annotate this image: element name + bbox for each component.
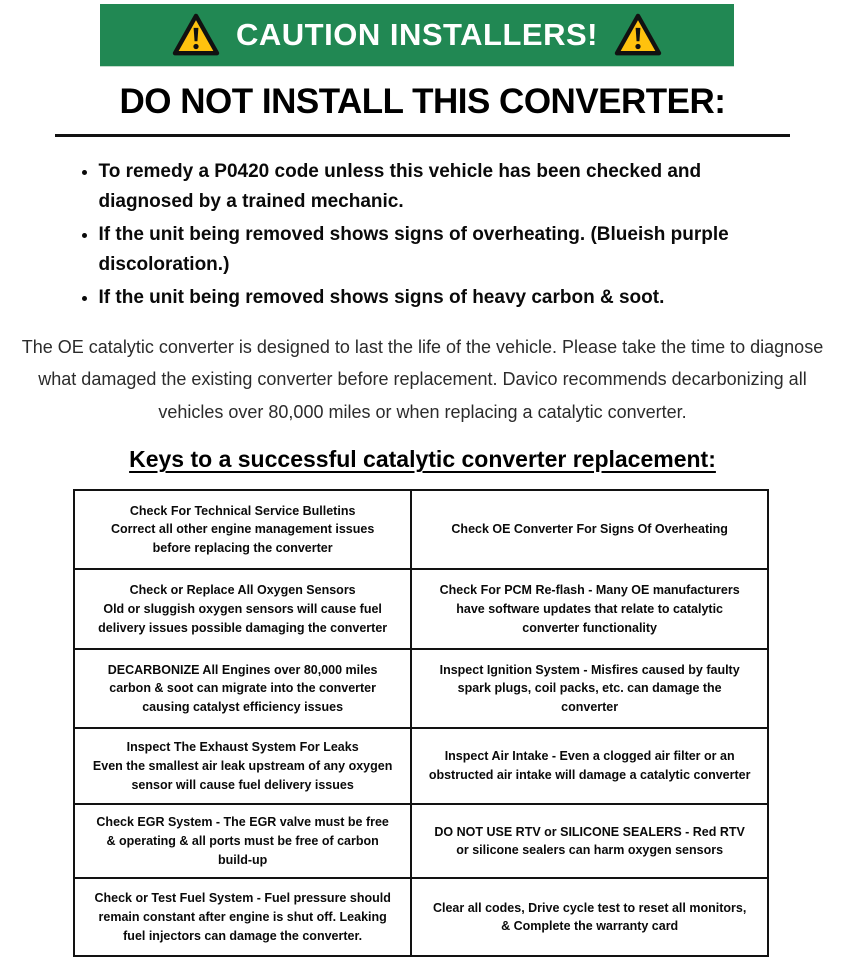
checklist-cell [74, 728, 411, 804]
checklist-cell [74, 878, 411, 956]
table-row [74, 649, 768, 728]
cell-text: Inspect The Exhaust System For Leaks [126, 740, 359, 754]
warning-triangle-icon [614, 13, 662, 57]
cell-text: DO NOT USE RTV or SILICONE SEALERS - Red RTV or silicone sealers can harm oxygen sensors [434, 824, 745, 858]
cell-text: Check For Technical Service Bulletins [129, 503, 356, 518]
cell-text: Correct all other engine management issues before replacing the converter [111, 522, 375, 555]
warning-triangle-icon [172, 13, 220, 57]
cell-text: Check EGR System - The EGR valve must be free & operating & all ports must be free of carbon build-up [96, 815, 389, 867]
checklist-cell [411, 878, 768, 956]
cell-text: Check For PCM Re-flash - Many OE manufacturers have software updates that relate to catalytic converter functionality [439, 583, 740, 635]
checklist-cell [74, 569, 411, 649]
cell-text: DECARBONIZE All Engines over 80,000 miles carbon & soot can migrate into the converter causing catalyst efficiency issues [107, 662, 378, 714]
checklist-cell [411, 728, 768, 804]
divider-line [55, 134, 790, 137]
checklist-cell [74, 490, 411, 569]
cell-text: Check or Replace All Oxygen Sensors [129, 583, 356, 597]
cell-text: Even the smallest air leak upstream of any oxygen sensor will cause fuel delivery issues [92, 758, 393, 792]
checklist-cell [74, 804, 411, 878]
table-row [74, 878, 768, 956]
table-row [74, 728, 768, 804]
table-row [74, 569, 768, 649]
checklist-cell [411, 649, 768, 728]
intro-paragraph: The OE catalytic converter is designed to last the life of the vehicle. Please take the time to diagnose what damaged the existing converter before replacement. Davico recommends decarbonizing all vehicles over 80,000 miles or when replacing a catalytic converter. [21, 336, 824, 422]
caution-banner [100, 4, 734, 66]
warning-item: • To remedy a P0420 code unless this vehicle has been checked and diagnosed by a trained mechanic. [99, 157, 771, 218]
cell-text: Check or Test Fuel System - Fuel pressure should remain constant after engine is shut off. Leaking fuel injectors can damage the converter. [94, 891, 391, 943]
checklist-cell [411, 490, 768, 569]
warning-item: • If the unit being removed shows signs of heavy carbon & soot. [99, 283, 771, 313]
warning-item: • If the unit being removed shows signs of overheating. (Blueish purple discoloration.) [99, 220, 771, 281]
keys-heading: Keys to a successful catalytic converter replacement: [129, 446, 716, 473]
cell-text: Inspect Air Intake - Even a clogged air filter or an obstructed air intake will damage a catalytic converter [428, 749, 751, 783]
warning-list [75, 157, 771, 313]
cell-text: Inspect Ignition System - Misfires caused by faulty spark plugs, coil packs, etc. can damage the converter [439, 662, 740, 714]
banner-title: CAUTION INSTALLERS! [236, 17, 598, 52]
checklist-cell [74, 649, 411, 728]
cell-text: Clear all codes, Drive cycle test to reset all monitors, & Complete the warranty card [432, 900, 747, 934]
checklist-cell [411, 804, 768, 878]
cell-text: Check OE Converter For Signs Of Overheating [451, 522, 728, 537]
checklist-cell [411, 569, 768, 649]
table-row [74, 490, 768, 569]
page-title: DO NOT INSTALL THIS CONVERTER: [119, 82, 726, 121]
table-row [74, 804, 768, 878]
cell-text: Old or sluggish oxygen sensors will cause fuel delivery issues possible damaging the converter [98, 601, 388, 635]
checklist-table [73, 489, 769, 957]
